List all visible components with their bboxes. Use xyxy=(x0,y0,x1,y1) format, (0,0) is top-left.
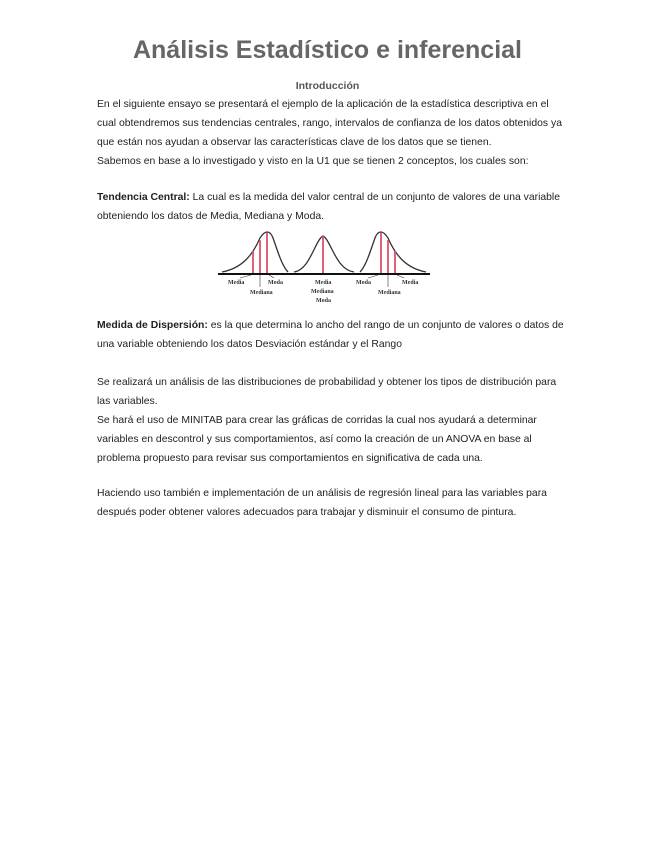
distribution-curves-image xyxy=(218,230,430,310)
label-media-1: Media xyxy=(228,280,245,286)
curve-symmetric xyxy=(294,236,354,274)
label-media-3: Media xyxy=(402,280,419,286)
regression-paragraph xyxy=(97,484,587,522)
tendencia-central-text-line2: obteniendo los datos de Media, Mediana y Moda. xyxy=(97,211,325,222)
curve-skewed-left xyxy=(222,232,288,274)
tendencia-central-paragraph xyxy=(97,188,587,226)
intro-line: que están nos ayudan a observar las características clave de los datos que se tienen. xyxy=(97,137,492,148)
analysis-line: Se realizará un análisis de las distribuciones de probabilidad y obtener los tipos de distribución para xyxy=(97,377,557,388)
analysis-line: Se hará el uso de MINITAB para crear las gráficas de corridas la cual nos ayudará a determinar xyxy=(97,415,537,426)
regression-line: después poder obtener valores adecuados para trabajar y disminuir el consumo de pintura. xyxy=(97,507,517,518)
dispersion-text: es la que determina lo ancho del rango de un conjunto de valores o datos de xyxy=(207,320,564,331)
label-mediana-3: Mediana xyxy=(378,290,401,296)
intro-line: cual obtendremos sus tendencias centrales, rango, intervalos de confianza de los datos obtenidos ya xyxy=(97,118,562,129)
label-mediana-1: Mediana xyxy=(250,290,273,296)
analysis-line: problema propuesto para revisar sus comportamientos en significativa de cada una. xyxy=(97,453,483,464)
label-media-2: Media xyxy=(315,280,332,286)
document-title: Análisis Estadístico e inferencial xyxy=(132,36,523,64)
regression-line: Haciendo uso también e implementación de un análisis de regresión lineal para las variables para xyxy=(97,488,547,499)
analysis-line: las variables. xyxy=(97,396,158,407)
label-moda-2: Moda xyxy=(316,298,331,304)
label-moda-1: Moda xyxy=(268,280,283,286)
label-moda-3: Moda xyxy=(356,280,371,286)
label-mediana-2: Mediana xyxy=(311,289,334,295)
section-heading-introduccion: Introducción xyxy=(295,80,360,92)
dispersion-text-line2: una variable obteniendo los datos Desviación estándar y el Rango xyxy=(97,339,402,350)
analysis-line: variables en descontrol y sus comportamientos, así como la creación de un ANOVA en base al xyxy=(97,434,532,445)
distribution-figure xyxy=(218,230,430,310)
analysis-paragraph xyxy=(97,373,587,468)
curve-skewed-right xyxy=(360,232,426,274)
intro-line: En el siguiente ensayo se presentará el ejemplo de la aplicación de la estadística descriptiva en el xyxy=(97,99,549,110)
dispersion-paragraph xyxy=(97,316,587,354)
intro-line: Sabemos en base a lo investigado y visto en la U1 que se tienen 2 conceptos, los cuales son: xyxy=(97,156,529,167)
tendencia-central-term: Tendencia Central: xyxy=(97,192,190,203)
dispersion-term: Medida de Dispersión: xyxy=(97,320,208,331)
intro-paragraph xyxy=(97,95,587,171)
tendencia-central-text: La cual es la medida del valor central de un conjunto de valores de una variable xyxy=(189,192,561,203)
